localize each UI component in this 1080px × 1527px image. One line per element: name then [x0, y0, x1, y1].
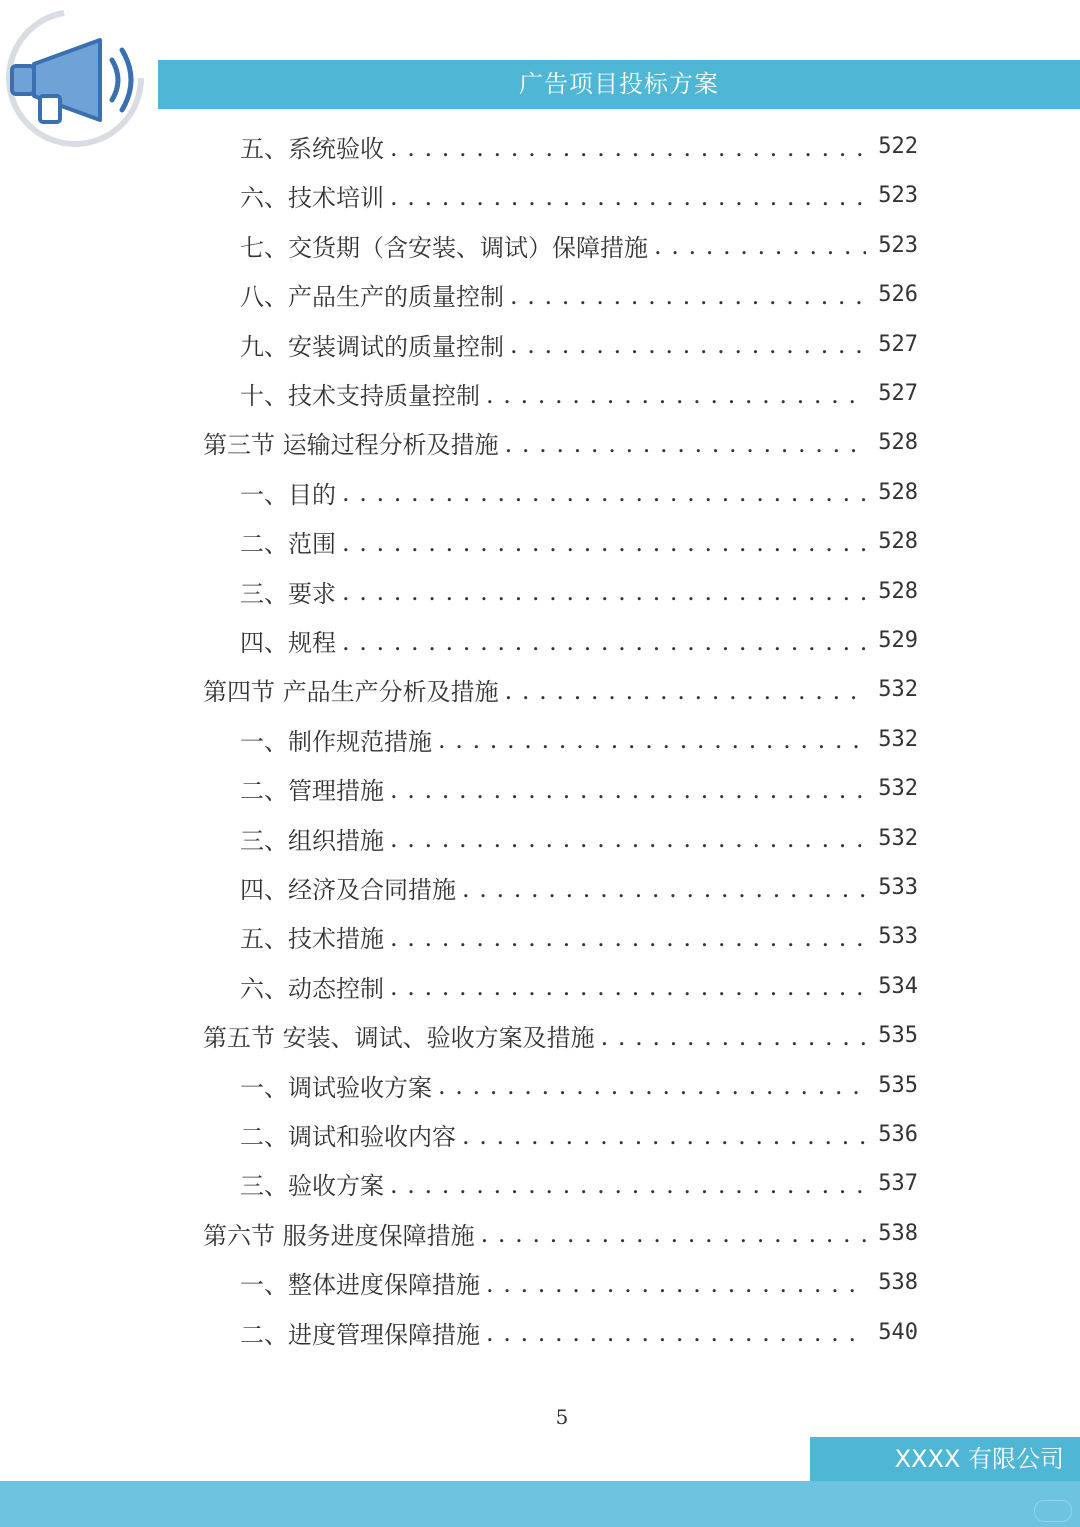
toc-leader-dots — [510, 329, 866, 359]
toc-leader-dots — [505, 428, 866, 458]
toc-leader-dots — [486, 1268, 866, 1298]
toc-entry-label: 三、要求 — [240, 579, 336, 608]
watermark-icon — [1034, 1500, 1072, 1522]
toc-leader-dots — [438, 724, 866, 754]
toc-entry-label: 一、制作规范措施 — [240, 727, 432, 756]
toc-leader-dots — [505, 675, 866, 705]
toc-entry-row[interactable] — [240, 221, 918, 270]
toc-entry-row[interactable] — [240, 171, 918, 220]
toc-entry-label: 三、组织措施 — [240, 826, 384, 855]
toc-entry-label: 七、交货期（含安装、调试）保障措施 — [240, 233, 648, 262]
toc-page-number: 522 — [878, 134, 918, 159]
page-number: 5 — [555, 1405, 569, 1429]
toc-entry-row[interactable] — [240, 517, 918, 566]
toc-page-number: 540 — [878, 1319, 918, 1345]
toc-page-number: 527 — [878, 381, 918, 406]
toc-page-number: 533 — [878, 875, 918, 900]
toc-page-number: 535 — [878, 1072, 918, 1098]
toc-entry-row[interactable] — [240, 715, 918, 764]
toc-page-number: 532 — [878, 825, 918, 851]
toc-section-row[interactable] — [203, 418, 918, 467]
toc-entry-label: 一、整体进度保障措施 — [240, 1271, 480, 1300]
toc-section-row[interactable] — [203, 1011, 918, 1060]
toc-leader-dots — [654, 230, 866, 260]
toc-page-number: 537 — [878, 1171, 918, 1197]
toc-page-number: 534 — [878, 973, 918, 999]
toc-entry-row[interactable] — [240, 1258, 918, 1307]
toc-entry-label: 九、安装调试的质量控制 — [240, 332, 504, 361]
toc-leader-dots — [390, 922, 866, 952]
toc-entry-label: 十、技术支持质量控制 — [240, 382, 480, 410]
toc-leader-dots — [462, 1120, 866, 1150]
toc-entry-row[interactable] — [240, 764, 918, 813]
toc-entry-label: 一、调试验收方案 — [240, 1073, 432, 1102]
toc-entry-label: 二、调试和验收内容 — [240, 1123, 456, 1151]
toc-leader-dots — [486, 1317, 866, 1347]
toc-entry-row[interactable] — [240, 1110, 918, 1159]
toc-leader-dots — [486, 379, 866, 409]
toc-page-number: 532 — [878, 726, 918, 752]
toc-entry-label: 第六节 服务进度保障措施 — [203, 1221, 475, 1250]
toc-page-number: 532 — [878, 776, 918, 802]
toc-page-number: 528 — [878, 430, 918, 456]
toc-entry-row[interactable] — [240, 962, 918, 1011]
toc-entry-label: 四、经济及合同措施 — [240, 876, 456, 904]
toc-entry-row[interactable] — [240, 369, 918, 418]
toc-page-number: 526 — [878, 282, 918, 308]
toc-entry-label: 六、技术培训 — [240, 184, 384, 213]
toc-page-number: 533 — [878, 924, 918, 950]
toc-entry-row[interactable] — [240, 616, 918, 665]
toc-section-row[interactable] — [203, 665, 918, 714]
toc-page-number: 538 — [878, 1220, 918, 1246]
toc-page-number: 528 — [878, 529, 918, 555]
toc-entry-row[interactable] — [240, 814, 918, 863]
toc-leader-dots — [342, 576, 866, 606]
toc-page-number: 536 — [878, 1122, 918, 1147]
toc-leader-dots — [342, 527, 866, 557]
toc-entry-row[interactable] — [240, 567, 918, 616]
megaphone-icon — [0, 8, 150, 148]
toc-page-number: 535 — [878, 1023, 918, 1049]
toc-entry-row[interactable] — [240, 863, 918, 912]
toc-page-number: 532 — [878, 677, 918, 703]
toc-leader-dots — [438, 1070, 866, 1100]
toc-entry-label: 二、范围 — [240, 530, 336, 559]
toc-entry-label: 六、动态控制 — [240, 974, 384, 1003]
toc-entry-label: 五、技术措施 — [240, 925, 384, 954]
toc-page-number: 523 — [878, 183, 918, 209]
toc-entry-label: 二、管理措施 — [240, 777, 384, 806]
toc-leader-dots — [601, 1021, 866, 1051]
toc-leader-dots — [510, 280, 866, 310]
toc-leader-dots — [462, 873, 866, 903]
toc-entry-row[interactable] — [240, 320, 918, 369]
footer-company: XXXX 有限公司 — [810, 1437, 1080, 1481]
toc-entry-label: 五、系统验收 — [240, 135, 384, 163]
toc-entry-label: 第四节 产品生产分析及措施 — [203, 678, 499, 707]
toc-page-number: 527 — [878, 331, 918, 357]
toc-leader-dots — [342, 477, 866, 507]
toc-entry-label: 一、目的 — [240, 480, 336, 509]
toc-leader-dots — [481, 1218, 866, 1248]
toc-entry-label: 三、验收方案 — [240, 1172, 384, 1201]
toc-leader-dots — [390, 823, 866, 853]
toc-entry-label: 八、产品生产的质量控制 — [240, 283, 504, 312]
toc-leader-dots — [390, 132, 866, 162]
header-title: 广告项目投标方案 — [158, 60, 1080, 109]
toc-entry-row[interactable] — [240, 468, 918, 517]
toc-page-number: 528 — [878, 479, 918, 505]
toc-entry-row[interactable] — [240, 1061, 918, 1110]
toc-entry-row[interactable] — [240, 912, 918, 961]
toc-entry-row[interactable] — [240, 122, 918, 171]
toc-page-number: 523 — [878, 232, 918, 258]
toc-leader-dots — [390, 181, 866, 211]
toc-page-number: 528 — [878, 578, 918, 604]
toc-entry-row[interactable] — [240, 270, 918, 319]
toc-entry-row[interactable] — [240, 1159, 918, 1208]
toc-section-row[interactable] — [203, 1209, 918, 1258]
toc-page-number: 529 — [878, 628, 918, 653]
toc-entry-label: 第三节 运输过程分析及措施 — [203, 431, 499, 460]
toc-entry-row[interactable] — [240, 1308, 918, 1357]
toc-leader-dots — [390, 971, 866, 1001]
toc-entry-label: 四、规程 — [240, 629, 336, 657]
toc-entry-label: 第五节 安装、调试、验收方案及措施 — [203, 1024, 595, 1053]
toc-page-number: 538 — [878, 1270, 918, 1296]
toc-leader-dots — [390, 774, 866, 804]
toc-entry-label: 二、进度管理保障措施 — [240, 1320, 480, 1349]
toc-leader-dots — [390, 1169, 866, 1199]
toc-leader-dots — [342, 626, 866, 656]
footer-band — [0, 1481, 1080, 1527]
